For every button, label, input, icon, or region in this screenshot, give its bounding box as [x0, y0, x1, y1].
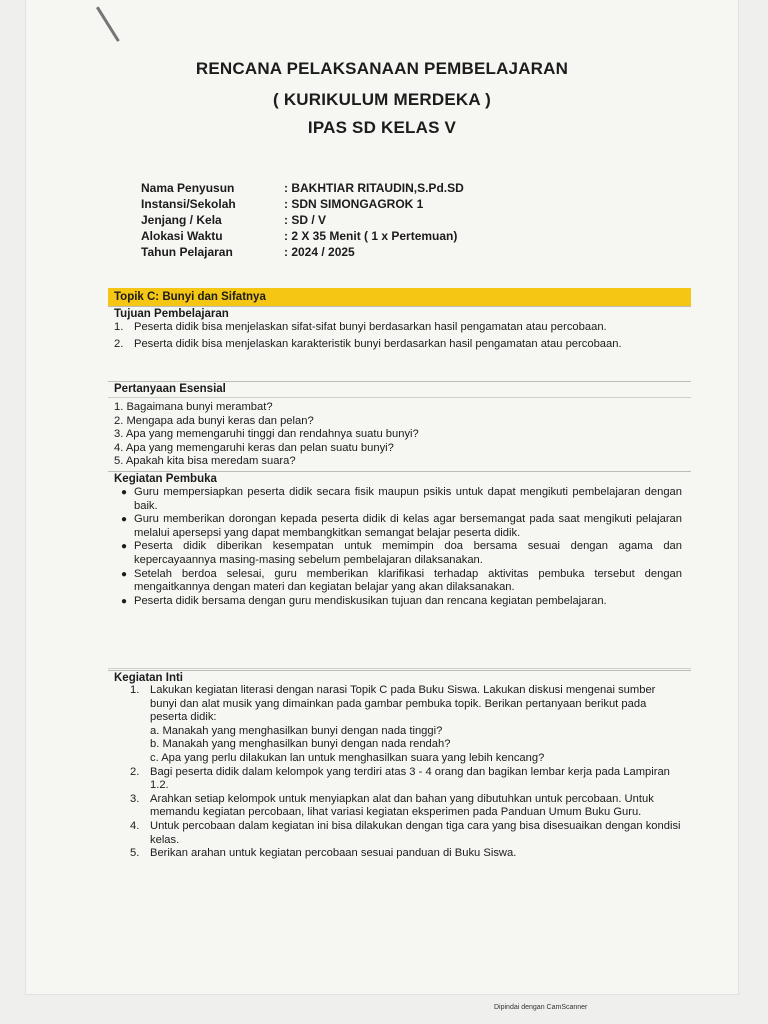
- item-text: Guru memberikan dorongan kepada peserta didik di kelas agar bersemangat pada saat mengikuti pelajaran melalui apersepsi yang dapat membangkitkan semangat belajar peserta didik.: [134, 513, 682, 539]
- list-item: [130, 684, 682, 766]
- section-heading-pembuka: Kegiatan Pembuka: [108, 471, 691, 485]
- item-text: Peserta didik bersama dengan guru mendiskusikan tujuan dan rencana kegiatan pembelajaran.: [134, 594, 607, 607]
- item-text: Lakukan kegiatan literasi dengan narasi Topik C pada Buku Siswa. Lakukan diskusi mengenai sumber bunyi dan alat musik yang dimainkan pada gambar pembuka topik. Berikan pertanyaan berikut pada peserta didik:: [150, 684, 656, 724]
- meta-value: : BAKHTIAR RITAUDIN,S.Pd.SD: [284, 181, 464, 195]
- list-item: 4. Apa yang memengaruhi keras dan pelan suatu bunyi?: [114, 441, 394, 454]
- bullet-icon: ●: [120, 541, 128, 553]
- list-item: 2. Mengapa ada bunyi keras dan pelan?: [114, 414, 314, 427]
- list-item: [114, 540, 682, 567]
- scanned-page: [26, 0, 738, 994]
- item-text: Peserta didik diberikan kesempatan untuk memimpin doa bersama sesuai dengan agama dan kepercayaannya masing-masing sebelum pembelajaran dilaksanakan.: [134, 540, 682, 566]
- inti-list: [130, 684, 682, 861]
- meta-row: [141, 228, 464, 244]
- item-number: 3.: [130, 792, 140, 805]
- section-heading-esensial: Pertanyaan Esensial: [108, 381, 691, 395]
- item-text: Untuk percobaan dalam kegiatan ini bisa dilakukan dengan tiga cara yang bisa disesuaikan dengan kondisi kelas.: [150, 819, 681, 846]
- meta-row: [141, 244, 464, 260]
- esensial-list: [114, 401, 674, 469]
- item-text: Peserta didik bisa menjelaskan sifat-sifat bunyi berdasarkan hasil pengamatan atau percobaan.: [134, 321, 607, 333]
- item-number: 5.: [130, 847, 140, 860]
- bullet-icon: ●: [120, 487, 128, 498]
- divider: [108, 668, 691, 669]
- section-heading-inti: Kegiatan Inti: [108, 670, 691, 684]
- item-number: 2.: [114, 337, 124, 350]
- item-text: Setelah berdoa selesai, guru memberikan klarifikasi terhadap aktivitas pembuka tersebut dengan mengaitkannya dengan materi dan kegiatan belajar yang akan dilaksanakan.: [134, 567, 682, 594]
- meta-row: [141, 180, 464, 196]
- list-item: [114, 321, 634, 335]
- bullet-icon: ●: [120, 514, 128, 526]
- sub-item: c. Apa yang perlu dilakukan lan untuk menghasilkan suara yang lebih kencang?: [150, 751, 545, 764]
- bullet-icon: ●: [120, 595, 128, 607]
- meta-value: : 2 X 35 Menit ( 1 x Pertemuan): [284, 229, 458, 243]
- list-item: [130, 820, 682, 847]
- topic-header: Topik C: Bunyi dan Sifatnya: [108, 288, 691, 306]
- item-text: Berikan arahan untuk kegiatan percobaan sesuai panduan di Buku Siswa.: [150, 847, 517, 860]
- meta-value: : 2024 / 2025: [284, 245, 355, 259]
- list-item: 3. Apa yang memengaruhi tinggi dan rendahnya suatu bunyi?: [114, 428, 419, 441]
- metadata-table: [141, 180, 464, 260]
- item-text: Guru mempersiapkan peserta didik secara fisik maupun psikis untuk dapat mengikuti pembelajaran dengan baik.: [134, 486, 682, 512]
- list-item: [114, 486, 682, 513]
- list-item: [114, 595, 682, 609]
- list-item: [130, 766, 682, 793]
- meta-value: : SD / V: [284, 213, 327, 227]
- sub-item: b. Manakah yang menghasilkan bunyi dengan nada rendah?: [150, 738, 451, 751]
- list-item: 5. Apakah kita bisa meredam suara?: [114, 455, 296, 468]
- list-item: [114, 568, 682, 595]
- list-item: [114, 513, 682, 540]
- meta-value: : SDN SIMONGAGROK 1: [284, 197, 424, 211]
- meta-row: [141, 196, 464, 212]
- item-text: Bagi peserta didik dalam kelompok yang terdiri atas 3 - 4 orang dan bagikan lembar kerja pada Lampiran 1.2.: [150, 765, 670, 792]
- tujuan-list: [114, 321, 634, 351]
- divider: [108, 397, 691, 398]
- bullet-icon: ●: [120, 568, 128, 580]
- document-subtitle: ( KURIKULUM MERDEKA ): [273, 90, 491, 109]
- meta-label: Jenjang / Kela: [141, 213, 222, 227]
- list-item: [114, 338, 634, 352]
- lesson-plan-table: [108, 288, 691, 886]
- item-number: 1.: [130, 684, 140, 696]
- meta-label: Nama Penyusun: [141, 181, 235, 195]
- pembuka-list: [114, 486, 682, 608]
- item-text: Arahkan setiap kelompok untuk menyiapkan alat dan bahan yang dibutuhkan untuk percobaan. Untuk memandu kegiatan percobaan, lihat variasi kegiatan eksperimen pada Panduan Umum Buku Guru.: [150, 792, 654, 819]
- meta-label: Instansi/Sekolah: [141, 197, 236, 211]
- meta-label: Alokasi Waktu: [141, 229, 223, 243]
- section-heading-tujuan: Tujuan Pembelajaran: [108, 306, 691, 320]
- scanner-watermark: Dipindai dengan CamScanner: [494, 1004, 588, 1011]
- item-text: Peserta didik bisa menjelaskan karakteristik bunyi berdasarkan hasil pengamatan atau percobaan.: [134, 337, 622, 350]
- sub-item: a. Manakah yang menghasilkan bunyi dengan nada tinggi?: [150, 724, 443, 737]
- document-subject: IPAS SD KELAS V: [307, 118, 457, 137]
- item-number: 2.: [130, 765, 140, 778]
- item-number: 1.: [114, 321, 124, 333]
- item-number: 4.: [130, 819, 140, 832]
- document-title: RENCANA PELAKSANAAN PEMBELAJARAN: [195, 59, 569, 78]
- meta-label: Tahun Pelajaran: [141, 245, 233, 259]
- list-item: [130, 847, 682, 861]
- meta-row: [141, 212, 464, 228]
- pen-mark: [96, 6, 120, 42]
- list-item: [130, 793, 682, 820]
- item-body: [150, 684, 682, 766]
- list-item: 1. Bagaimana bunyi merambat?: [114, 401, 273, 413]
